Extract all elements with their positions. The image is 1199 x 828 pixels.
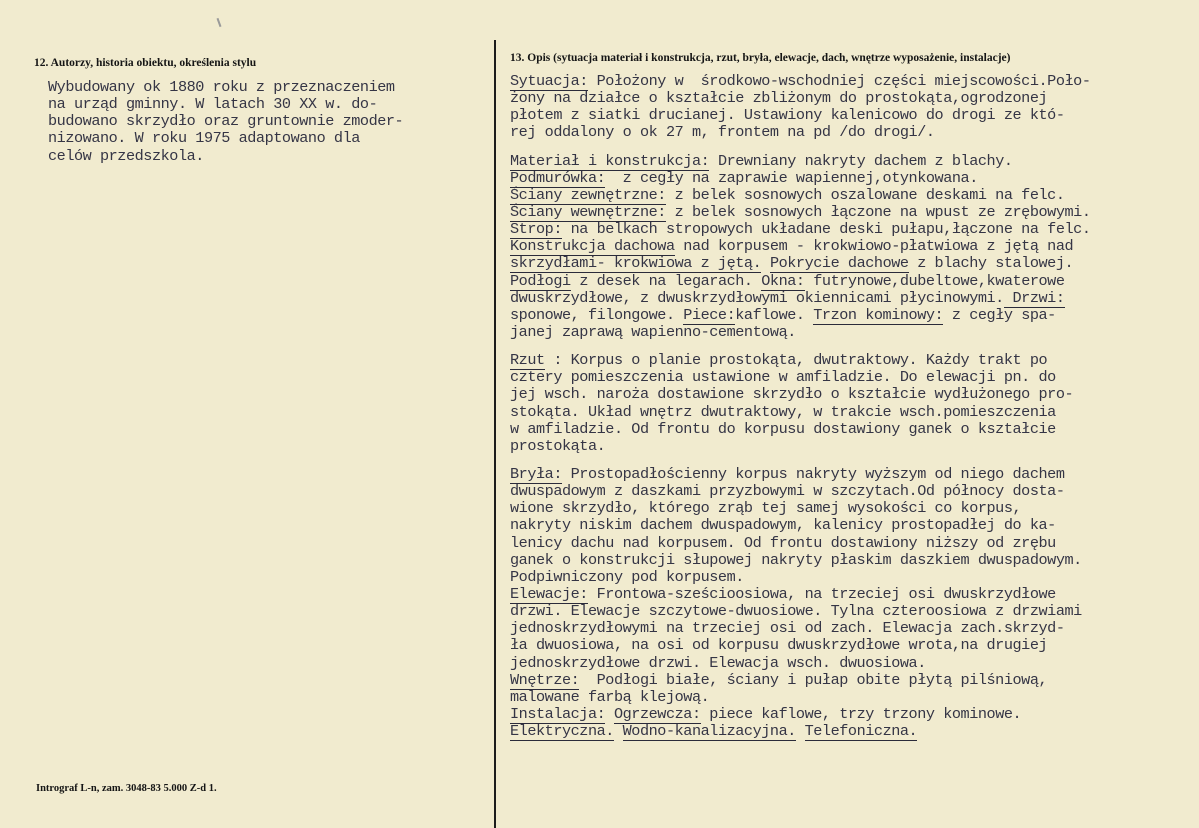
text-segment: kaflowe. [735,305,814,324]
bryla-paragraph [510,466,1091,740]
text-line [510,466,1091,483]
underlined-heading: Pokrycie dachowe [769,254,909,273]
underlined-heading: Telefoniczna. [804,722,918,741]
text-segment: Drewniany nakryty dachem z blachy. [709,151,1013,170]
text-line [510,672,1091,689]
text-segment: dwuspadowym z daszkami przyzbowymi w szczytach.Od północy dosta- [510,482,1065,501]
text-line [510,689,1091,706]
text-segment [796,722,805,740]
underlined-heading: Podłogi [510,271,571,290]
text-line [510,238,1091,255]
text-segment: rej oddalony o ok 27 m, frontem na pd /do drogi/. [510,123,935,142]
text-segment [917,722,943,740]
text-line [510,255,1091,272]
text-segment: nad korpusem - krokwiowo-płatwiowa z jętą nad [674,237,1074,256]
text-segment: z cegły na zaprawie wapiennej,otynkowana. [605,168,978,187]
text-segment: prostokąta. [510,436,606,455]
text-line [510,386,1091,403]
text-line [510,483,1091,500]
underlined-heading: Ściany zewnętrzne: [510,185,666,204]
text-line [510,603,1091,620]
underlined-heading: Rzut [510,351,545,370]
text-segment: na belkach stropowych układane deski pułapu,łączone na felc. [561,220,1091,239]
text-segment [614,722,623,740]
text-line [510,187,1091,204]
text-segment: stokąta. Układ wnętrz dwutraktowy, w trakcie wsch.pomieszczenia [510,402,1056,421]
text-segment: Podłogi białe, ściany i pułap obite płytą pilśniową, [579,670,1048,689]
text-line [510,290,1091,307]
underlined-heading: skrzydłami- krokwiowa z jętą. [510,254,762,273]
text-segment: : Korpus o planie prostokąta, dwutraktowy. Każdy trakt po [544,351,1048,370]
text-segment: z blachy stalowej. [908,254,1074,273]
section-13-text [510,73,1091,740]
text-segment: malowane farbą klejową. [510,687,710,706]
text-line [510,723,1091,740]
underlined-heading: Trzon kominowy: [813,305,944,324]
underlined-heading: Drzwi: [1003,288,1065,307]
text-line [510,153,1091,170]
text-segment: z belek sosnowych łączone na wpust ze zrębowymi. [665,202,1091,221]
text-line [510,517,1091,534]
text-segment: cztery pomieszczenia ustawione w amfiladzie. Do elewacji pn. do [510,368,1056,387]
text-segment: lenicy dachu nad korpusem. Od frontu dostawiony niższy od zrębu [510,533,1056,552]
text-line: na urząd gminny. W latach 30 XX w. do- [48,95,378,114]
underlined-heading: Instalacja: [510,704,606,723]
underlined-heading: Sytuacja: [510,72,588,90]
underlined-heading: Konstrukcja dachowa [510,237,675,256]
text-segment: Podpiwniczony pod korpusem. [510,567,744,586]
print-footer: Intrograf L-n, zam. 3048-83 5.000 Z-d 1. [36,783,217,794]
underlined-heading: Elewacje: [510,584,588,603]
text-line [510,500,1091,517]
text-line [510,124,1091,141]
underlined-heading: Strop: [510,220,562,239]
text-segment: żony na działce o kształcie zbliżonym do prostokąta,ogrodzonej [510,89,1048,108]
text-segment: nakryty niskim dachem dwuspadowym, kalenicy prostopadłej do ka- [510,516,1056,535]
material-paragraph [510,153,1091,342]
text-segment: dwuskrzydłowe, z dwuskrzydłowymi okiennicami płycinowymi. [510,288,1004,307]
text-segment: piece kaflowe, trzy trzony kominowe. [700,704,1022,723]
column-divider [494,40,496,828]
underlined-heading: Okna: [761,271,805,290]
text-segment: wione skrzydło, którego zrąb tej samej wysokości co korpus, [510,499,1022,518]
underlined-heading: Podmurówka: [510,168,606,187]
text-line [510,204,1091,221]
text-line [510,273,1091,290]
text-segment: futrynowe,dubeltowe,kwaterowe [804,271,1065,290]
text-line [510,369,1091,386]
text-line [510,655,1091,672]
text-segment [605,705,614,723]
text-line: Wybudowany ok 1880 roku z przeznaczeniem [48,78,395,96]
underlined-heading: Wnętrze: [510,670,580,689]
text-line [510,421,1091,438]
underlined-heading: Piece: [683,305,736,324]
text-line [510,569,1091,586]
text-segment: Prostopadłościenny korpus nakryty wyższym od niego dachem [561,464,1065,483]
text-segment: Położony w środkowo-wschodniej części miejscowości.Poło- [587,72,1091,90]
text-line [510,535,1091,552]
text-segment: jej wsch. naroża dostawione skrzydło o kształcie wydłużonego pro- [510,385,1074,404]
underlined-heading: Materiał i konstrukcja: [510,151,710,170]
section-12-text [48,79,403,165]
text-line [510,352,1091,369]
text-segment: Frontowa-sześcioosiowa, na trzeciej osi dwuskrzydłowe [587,584,1056,603]
text-segment: w amfiladzie. Od frontu do korpusu dostawiony ganek o kształcie [510,419,1056,438]
text-line: celów przedszkola. [48,146,204,165]
text-line [510,404,1091,421]
text-segment: ganek o konstrukcji słupowej nakryty płaskim daszkiem dwuspadowym. [510,550,1082,569]
text-segment: janej zaprawą wapienno-cementową. [510,322,796,341]
text-line [510,73,1091,90]
text-segment [761,254,770,272]
underlined-heading: Elektryczna. [510,722,614,741]
text-segment: jednoskrzydłowe drzwi. Elewacja wsch. dwuosiowa. [510,653,926,672]
section-12-label: 12. Autorzy, historia obiektu, określenia stylu [34,57,257,69]
sytuacja-paragraph [510,73,1091,142]
paper-mark [217,18,222,27]
text-segment: z cegły spa- [943,305,1056,324]
text-line [510,586,1091,603]
text-segment: jednoskrzydłowymi na trzeciej osi od zach. Elewacja zach.skrzyd- [510,619,1065,638]
text-line [510,706,1091,723]
underlined-heading: Ogrzewcza: [613,704,701,723]
text-line [510,107,1091,124]
underlined-heading: Ściany wewnętrzne: [510,202,666,221]
text-segment: ła dwuosiowa, na osi od korpusu dwuskrzydłowe wrota,na drugiej [510,636,1048,655]
text-segment: płotem z siatki drucianej. Ustawiony kalenicowo do drogi ze któ- [510,106,1065,125]
text-line [510,552,1091,569]
text-line [510,90,1091,107]
text-segment: drzwi. Elewacje szczytowe-dwuosiowe. Tylna czteroosiowa z drzwiami [510,602,1082,621]
rzut-paragraph [510,352,1091,455]
text-line [510,438,1091,455]
text-line [510,307,1091,324]
text-line [510,620,1091,637]
text-segment: z desek na legarach. [570,271,762,290]
text-line [510,637,1091,654]
text-segment: sponowe, filongowe. [510,305,684,324]
text-line [510,170,1091,187]
underlined-heading: Wodno-kanalizacyjna. [622,722,796,741]
text-line [510,324,1091,341]
section-13-label: 13. Opis (sytuacja materiał i konstrukcja, rzut, bryła, elewacje, dach, wnętrze wyposażenie, instalacje) [510,52,1011,64]
underlined-heading: Bryła: [510,464,562,483]
text-line: budowano skrzydło oraz gruntownie zmoder- [48,112,404,131]
text-line: nizowano. W roku 1975 adaptowano dla [48,129,360,148]
text-line [510,221,1091,238]
text-segment: z belek sosnowych oszalowane deskami na felc. [665,185,1065,204]
